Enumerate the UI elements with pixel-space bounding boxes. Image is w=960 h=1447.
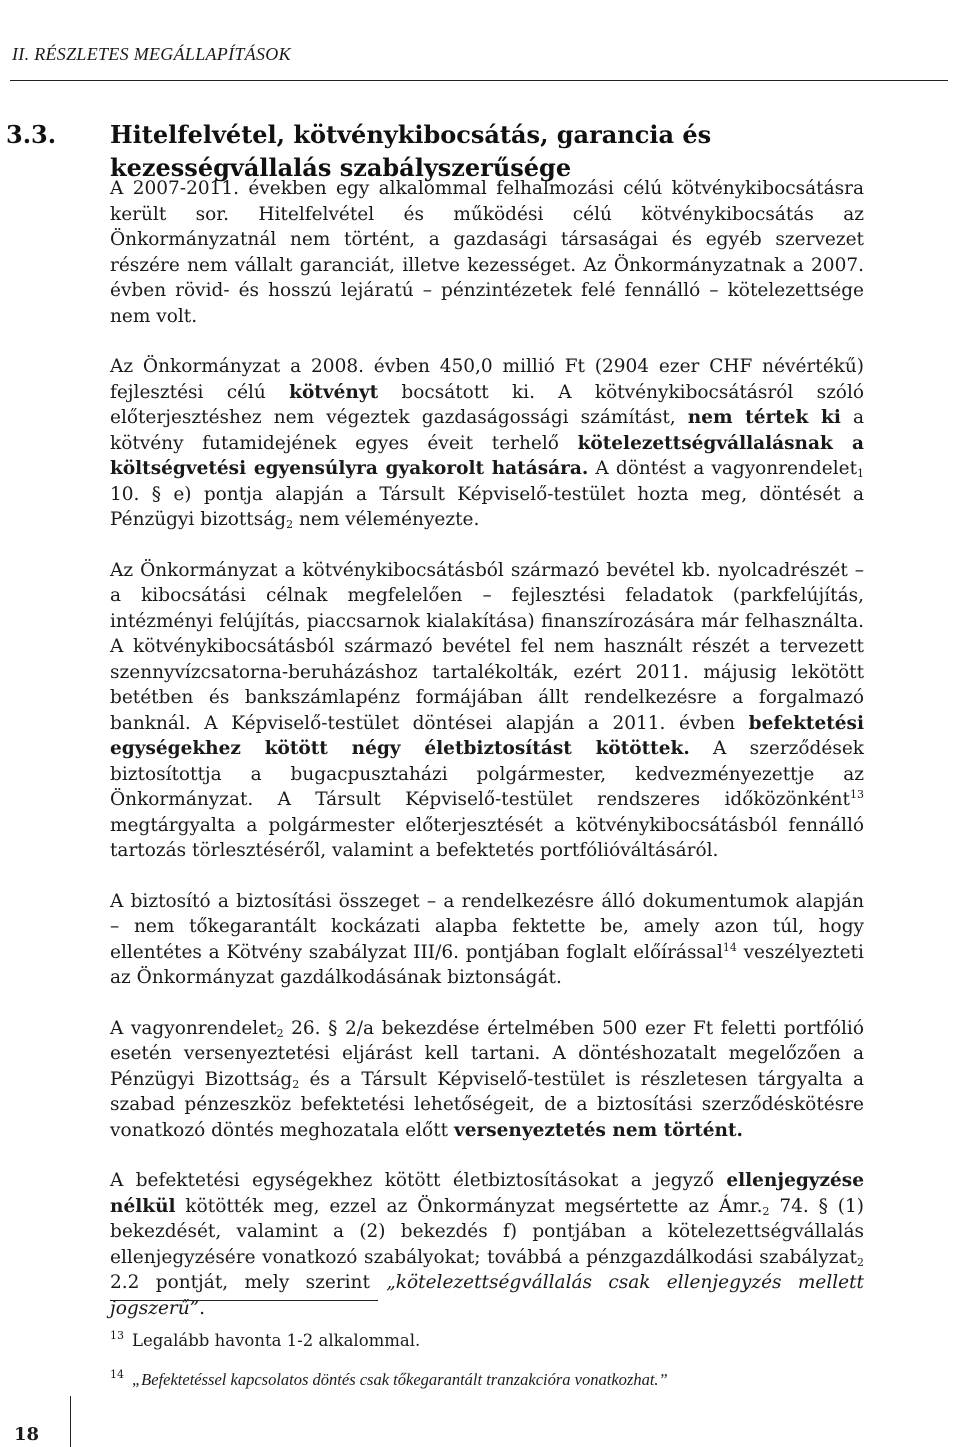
- text-run: 26. § 2/a bekezdése értelmében 500 ezer Ft feletti portfólió esetén versenyeztetési eljárást kell tartani. A döntéshozatalt megelőzően a Pénzügyi Bizottság: [110, 1017, 864, 1090]
- text-run: nem véleményezte.: [293, 509, 480, 530]
- text-run: bocsátott ki. A kötvénykibocsátásról szóló előterjesztéshez nem végeztek gazdaságossági számítást,: [110, 381, 865, 428]
- text-run: megtárgyalta a polgármester előterjesztését a kötvénykibocsátásból fennálló tartozás törlesztéséről, valamint a befektetés portfólióváltásáról.: [110, 814, 864, 861]
- text-run: A biztosító a biztosítási összeget – a rendelkezésre álló dokumentumok alapján – nem tőkegarantált kockázati alapba fektette be, amely azon túl, hogy ellentétes a Kötvény szabályzat III/6. pontjában foglalt előírással: [110, 890, 864, 963]
- subscript-index: 1: [857, 467, 864, 480]
- text-run: 74. § (1) bekezdését, valamint a (2) bekezdés f) pontjában a kötelezettségvállalás ellenjegyzésére vonatkozó szabályokat; továbbá a pénzgazdálkodási szabályzat: [110, 1195, 864, 1268]
- text-run: A döntést a vagyonrendelet: [588, 458, 857, 479]
- paragraph-6: [110, 1168, 864, 1321]
- text-run: kötvényt: [289, 381, 379, 403]
- text-run: Az Önkormányzat a kötvénykibocsátásból származó bevétel kb. nyolcadrészét – a kibocsátási célnak megfelelően – fejlesztési feladatok (parkfelújítás, intézményi felújítás, piaccsarnok kialakítása) finanszírozására már felhasználta. A kötvénykibocsátásból származó bevétel fel nem használt részét a tervezett szennyvízcsatorna-beruházáshoz tartalékolták, ezért 2011. májusig lekötött betétben és bankszámlapénz formájában állt rendelkezésre a forgalmazó banknál. A Képviselő-testület döntései alapján a 2011. évben: [110, 559, 864, 734]
- section-title: Hitelfelvétel, kötvénykibocsátás, garancia és kezességvállalás szabályszerűsége: [110, 120, 712, 182]
- text-run: a kötvény futamidejének egyes éveit terhelő: [110, 407, 864, 454]
- running-header: II. RÉSZLETES MEGÁLLAPÍTÁSOK: [12, 44, 291, 64]
- subscript-index: 2: [857, 1255, 864, 1269]
- paragraph-5: [110, 1016, 864, 1144]
- section-heading: [6, 118, 866, 184]
- footnote-number: 14: [110, 1368, 124, 1381]
- subscript-index: 2: [292, 1077, 300, 1091]
- footnote: [110, 1324, 870, 1353]
- paragraph-4: [110, 889, 864, 991]
- paragraph-2: [110, 354, 864, 533]
- footnote-number: 13: [110, 1329, 124, 1342]
- footnote-rule: [110, 1300, 378, 1301]
- text-run: „kötelezettségvállalás csak ellenjegyzés mellett jogszerű”: [110, 1272, 864, 1319]
- text-run: 2.2 pontját, mely szerint: [110, 1272, 387, 1293]
- body-text: [110, 176, 864, 1346]
- subscript-index: 2: [286, 518, 294, 531]
- text-run: A vagyonrendelet: [110, 1017, 277, 1039]
- text-run: .: [199, 1297, 206, 1319]
- text-run: kötötték meg, ezzel az Önkormányzat megsértette az Ámr.: [175, 1195, 763, 1217]
- page-number-rule: [70, 1396, 71, 1447]
- footnote-reference: 14: [722, 940, 737, 954]
- footnote-text: „Befektetéssel kapcsolatos döntés csak tőkegarantált tranzakcióra vonatkozhat.”: [132, 1370, 668, 1389]
- section-number: 3.3.: [6, 120, 57, 149]
- subscript-index: 2: [762, 1204, 770, 1218]
- text-run: veszélyezteti az Önkormányzat gazdálkodásának biztonságát.: [110, 941, 864, 988]
- text-run: és a Társult Képviselő-testület is részletesen tárgyalta a szabad pénzeszköz befektetési lehetőségeit, de a biztosítási szerződéskötésre vonatkozó döntés meghozatala előtt: [110, 1068, 864, 1141]
- text-run: A 2007-2011. években egy alkalommal felhalmozási célú kötvénykibocsátásra került sor. Hitelfelvétel és működési célú kötvénykibocsátás az Önkormányzatnál nem történt, a gazdasági társaságai és egyéb szervezet részére nem vállalt garanciát, illetve kezességet. Az Önkormányzatnak a 2007. évben rövid- és hosszú lejáratú – pénzintézetek felé fennálló – kötelezettsége nem volt.: [110, 178, 864, 327]
- paragraph-1: [110, 176, 864, 329]
- text-run: kötelezettségvállalásnak a költségvetési egyensúlyra gyakorolt hatására.: [110, 432, 865, 479]
- text-run: 10. § e) pontja alapján a Társult Képviselő-testület hozta meg, döntését a Pénzügyi bizottság: [110, 483, 864, 530]
- text-run: versenyeztetés nem történt.: [453, 1119, 743, 1141]
- footnote: [110, 1363, 870, 1392]
- text-run: A szerződések biztosítottja a bugacpusztaházi polgármester, kedvezményezettje az Önkormányzat. A Társult Képviselő-testület rendszeres időközönként: [110, 738, 864, 810]
- paragraph-3: [110, 558, 864, 864]
- subscript-index: 2: [276, 1026, 284, 1040]
- header-rule: [10, 80, 948, 81]
- footnote-reference: 13: [850, 788, 864, 801]
- footnotes: [110, 1324, 870, 1402]
- text-run: Az Önkormányzat a 2008. évben 450,0 millió Ft (2904 ezer CHF névértékű) fejlesztési célú: [110, 356, 864, 403]
- text-run: nem tértek ki: [687, 407, 841, 428]
- footnote-text: Legalább havonta 1-2 alkalommal.: [132, 1331, 421, 1350]
- text-run: befektetési egységekhez kötött négy életbiztosítást kötöttek.: [110, 712, 864, 759]
- page-number: 18: [14, 1424, 40, 1445]
- text-run: ellenjegyzése nélkül: [110, 1170, 864, 1217]
- text-run: A befektetési egységekhez kötött életbiztosításokat a jegyző: [110, 1170, 727, 1191]
